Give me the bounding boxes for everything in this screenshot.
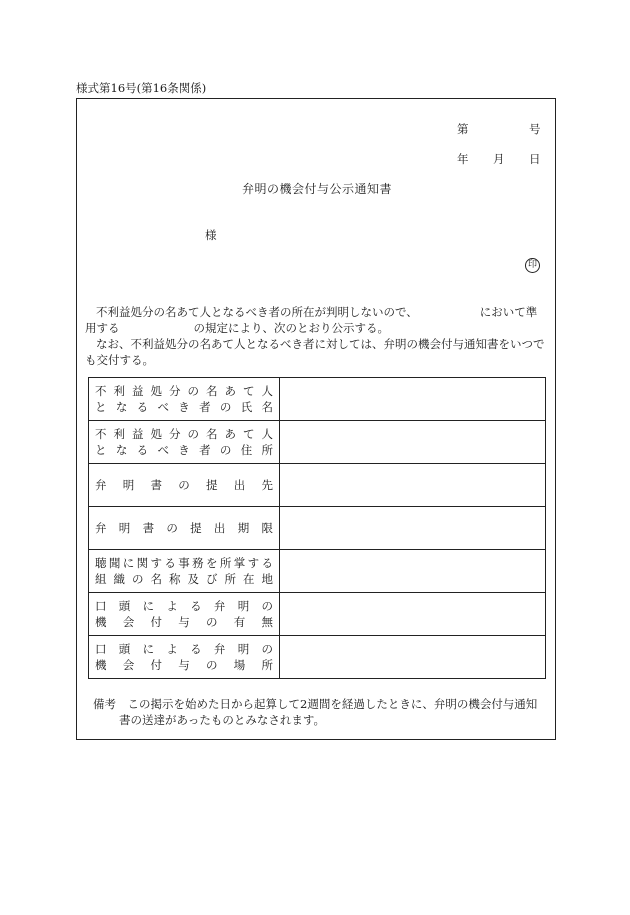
- row-label-line2: 組 織 の 名 称 及 び 所 在 地: [95, 572, 273, 586]
- date-day: 日: [529, 152, 541, 166]
- row-value[interactable]: [280, 636, 546, 679]
- paragraph-2-part-b: の規定により、次のとおり公示する。: [193, 321, 389, 335]
- note-line-2: 書の送達があったものとみなされます。: [119, 713, 325, 727]
- row-value[interactable]: [280, 464, 546, 507]
- paragraph-2-part-a: 用する: [85, 321, 120, 335]
- row-label-line1: 不 利 益 処 分 の 名 あ て 人: [95, 427, 273, 441]
- table-row: [89, 550, 546, 593]
- table-row: [89, 507, 546, 550]
- row-label: [89, 421, 280, 464]
- table-row: [89, 378, 546, 421]
- row-label: [89, 636, 280, 679]
- info-table: [88, 377, 546, 679]
- paragraph-3: [85, 336, 545, 352]
- paragraph-4: も交付する。: [85, 353, 154, 367]
- table-row: [89, 636, 546, 679]
- number-prefix: 第: [457, 122, 469, 136]
- row-value[interactable]: [280, 550, 546, 593]
- row-label: [89, 464, 280, 507]
- row-label: [89, 507, 280, 550]
- document-title: 弁明の機会付与公示通知書: [241, 182, 392, 196]
- row-label-line1: 不 利 益 処 分 の 名 あ て 人: [95, 384, 273, 398]
- table-row: [89, 421, 546, 464]
- row-label-line1: 弁 明 書 の 提 出 先: [95, 478, 273, 492]
- row-label-line2: と な る べ き 者 の 住 所: [95, 443, 273, 457]
- row-label-line1: 聴 聞 に 関 す る 事 務 を 所 掌 す る: [95, 556, 273, 570]
- document-frame: [76, 98, 556, 740]
- paragraph-1-part-b: において準: [479, 305, 538, 319]
- date-month: 月: [493, 152, 505, 166]
- addressee-suffix: 様: [205, 228, 217, 242]
- paragraph-1-part-a: 不利益処分の名あて人となるべき者の所在が判明しないので、: [96, 305, 418, 319]
- row-label-line2: 機 会 付 与 の 場 所: [95, 658, 273, 672]
- row-value[interactable]: [280, 593, 546, 636]
- row-label-line1: 弁 明 書 の 提 出 期 限: [95, 521, 273, 535]
- row-value[interactable]: [280, 421, 546, 464]
- row-value[interactable]: [280, 507, 546, 550]
- row-label-line2: 機 会 付 与 の 有 無: [95, 615, 273, 629]
- row-label-line2: と な る べ き 者 の 氏 名: [95, 400, 273, 414]
- row-label: [89, 550, 280, 593]
- row-label-line1: 口 頭 に よ る 弁 明 の: [95, 599, 273, 613]
- paragraph-1: [85, 304, 537, 320]
- table-row: [89, 593, 546, 636]
- number-suffix: 号: [529, 122, 541, 136]
- paragraph-3-text: なお、不利益処分の名あて人となるべき者に対しては、弁明の機会付与通知書をいつで: [96, 337, 545, 351]
- date-year: 年: [457, 152, 469, 166]
- seal-icon: 印: [525, 258, 540, 273]
- note-line-1: 備考 この掲示を始めた日から起算して2週間を経過したときに、弁明の機会付与通知: [93, 697, 538, 711]
- row-label-line1: 口 頭 に よ る 弁 明 の: [95, 642, 273, 656]
- paragraph-2: [85, 320, 389, 336]
- table-row: [89, 464, 546, 507]
- row-label: [89, 378, 280, 421]
- row-value[interactable]: [280, 378, 546, 421]
- form-number-label: 様式第16号(第16条関係): [76, 81, 207, 95]
- row-label: [89, 593, 280, 636]
